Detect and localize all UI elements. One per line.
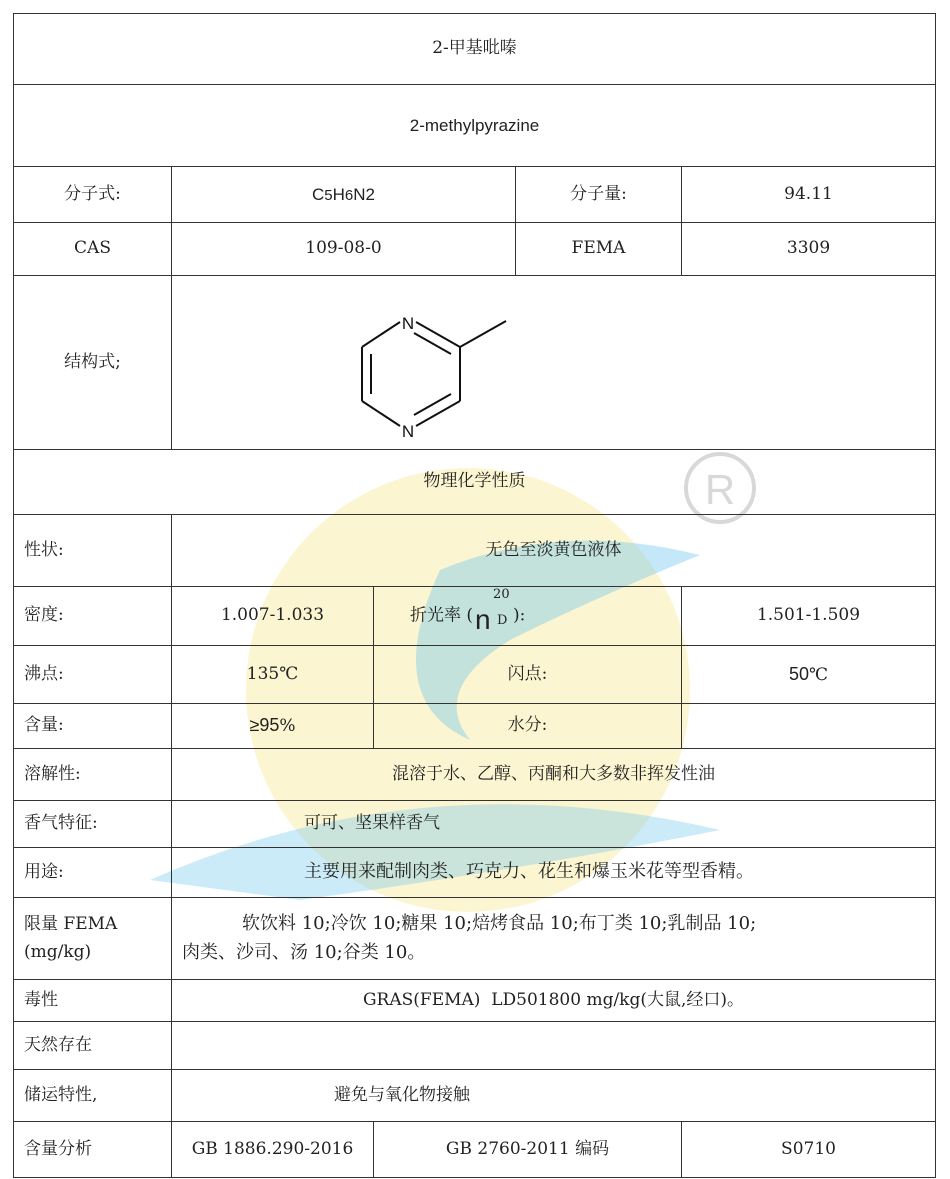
nitrogen-atom-bottom: N	[401, 421, 415, 441]
solubility-label: 溶解性:	[14, 749, 172, 801]
formula-label: 分子式:	[14, 167, 172, 223]
toxicity-value: GRAS(FEMA) LD501800 mg/kg(大鼠,经口)。	[172, 980, 936, 1022]
structure-diagram	[172, 277, 934, 449]
fema-label: FEMA	[516, 223, 682, 276]
density-value: 1.007-1.033	[172, 587, 374, 646]
spec-table	[13, 13, 936, 1178]
nitrogen-atom-top: N	[401, 313, 415, 333]
refraction-value: 1.501-1.509	[682, 587, 936, 646]
analysis-standard-2: GB 2760-2011 编码	[374, 1122, 682, 1178]
limit-value: 软饮料 10;冷饮 10;糖果 10;焙烤食品 10;布丁类 10;乳制品 10; 肉类、沙司、汤 10;谷类 10。	[172, 898, 936, 980]
use-label: 用途:	[14, 848, 172, 898]
analysis-label: 含量分析	[14, 1122, 172, 1178]
title-en: 2-methylpyrazine	[14, 85, 936, 167]
fema-value: 3309	[682, 223, 936, 276]
content-label: 含量:	[14, 704, 172, 749]
structure-label: 结构式;	[14, 276, 172, 450]
toxicity-label: 毒性	[14, 980, 172, 1022]
appearance-value: 无色至淡黄色液体	[172, 515, 936, 587]
odor-label: 香气特征:	[14, 801, 172, 848]
cas-value: 109-08-0	[172, 223, 516, 276]
mw-label: 分子量:	[516, 167, 682, 223]
refraction-label: 折光率 ( n 20 D ):	[374, 587, 682, 646]
flash-point-label: 闪点:	[374, 646, 682, 704]
section-title: 物理化学性质	[14, 450, 936, 515]
boiling-point-label: 沸点:	[14, 646, 172, 704]
flash-point-value: 50℃	[682, 646, 936, 704]
content-value: ≥95%	[172, 704, 374, 749]
water-value	[682, 704, 936, 749]
odor-value: 可可、坚果样香气	[172, 801, 936, 848]
use-value: 主要用来配制肉类、巧克力、花生和爆玉米花等型香精。	[172, 848, 936, 898]
analysis-code: S0710	[682, 1122, 936, 1178]
registered-mark: R	[704, 466, 736, 513]
limit-label: 限量 FEMA (mg/kg)	[14, 898, 172, 980]
formula-value: C5H6N2	[172, 167, 516, 223]
water-label: 水分:	[374, 704, 682, 749]
density-label: 密度:	[14, 587, 172, 646]
appearance-label: 性状:	[14, 515, 172, 587]
storage-label: 储运特性,	[14, 1070, 172, 1122]
cas-label: CAS	[14, 223, 172, 276]
mw-value: 94.11	[682, 167, 936, 223]
title-cn: 2-甲基吡嗪	[14, 14, 936, 85]
solubility-value: 混溶于水、乙醇、丙酮和大多数非挥发性油	[172, 749, 936, 801]
analysis-standard-1: GB 1886.290-2016	[172, 1122, 374, 1178]
boiling-point-value: 135℃	[172, 646, 374, 704]
refraction-symbol: n 20 D	[475, 587, 510, 635]
natural-occurrence-label: 天然存在	[14, 1022, 172, 1070]
storage-value: 避免与氧化物接触	[172, 1070, 936, 1122]
natural-occurrence-value	[172, 1022, 936, 1070]
